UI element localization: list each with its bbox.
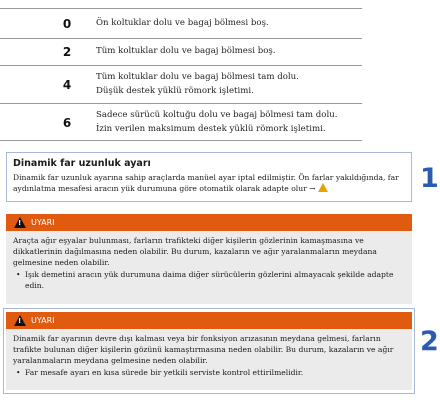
callout-badge-1: 1 [420,163,439,194]
row-text: Tüm koltuklar dolu ve bagaj bölmesi tam dolu. [96,72,299,82]
table-row [0,9,362,39]
warning-list [13,269,405,291]
warning-triangle-icon [14,315,26,326]
warning-box [6,312,412,390]
load-code: 0 [62,17,72,31]
warning-bullet: • Işık demetini aracın yük durumuna daima diğer sürücülerin gözlerini almayacak şekilde adapte edin. [13,269,405,291]
row-text: Sadece sürücü koltuğu dolu ve bagaj bölmesi tam dolu. [96,110,338,120]
row-text: Tüm koltuklar dolu ve bagaj bölmesi boş. [96,46,276,56]
warning-body [6,231,412,296]
warning-list [13,367,405,378]
warning-bullet: • Far mesafe ayarı en kısa sürede bir yetkili serviste kontrol ettirilmelidir. [13,367,405,378]
caution-triangle-icon [318,183,328,192]
table-row [0,39,362,66]
load-code: 4 [62,78,72,92]
warning-label: UYARI [31,218,55,227]
section-title: Dinamik far uzunluk ayarı [13,158,151,169]
warning-text: Araçta ağır eşyalar bulunması, farların trafikteki diğer kişilerin gözlerinin kamaşmasına ve dikkatlerinin dağılmasına neden olabilir. Bu durum, kazaların ve ağır yaralanmaların meydana gelmesine neden olabilir. [13,236,377,267]
section-text-body: Dinamik far uzunluk ayarına sahip araçlarda manüel ayar iptal edilmiştir. Ön farlar yakıldığında, far aydınlatma mesafesi aracın yük durumuna göre otomatik olarak adapte olur → [13,173,399,193]
warning-body [6,329,412,383]
warning-header [6,312,412,329]
warning-text: Dinamik far ayarının devre dışı kalması veya bir fonksiyon arızasının meydana gelmesi, farların trafikte bulunan diğer kişilerin gözünü kamaştırmasına neden olabilir. Bu durum, kazaların ve ağır yaralanmaların meydana gelmesine neden olabilir. [13,334,394,365]
row-text: İzin verilen maksimum destek yüklü römork işletimi. [96,124,326,134]
callout-badge-2: 2 [420,326,439,357]
warning-header [6,214,412,231]
headlight-range-info-box [6,152,412,202]
warning-box [6,214,412,304]
table-row [0,66,362,104]
table-row [0,104,362,141]
section-text [13,172,409,194]
row-text: Ön koltuklar dolu ve bagaj bölmesi boş. [96,18,269,28]
warning-label: UYARI [31,316,55,325]
row-text: Düşük destek yüklü römork işletimi. [96,86,254,96]
warning-triangle-icon [14,217,26,228]
load-code: 6 [62,116,72,130]
load-code: 2 [62,45,72,59]
